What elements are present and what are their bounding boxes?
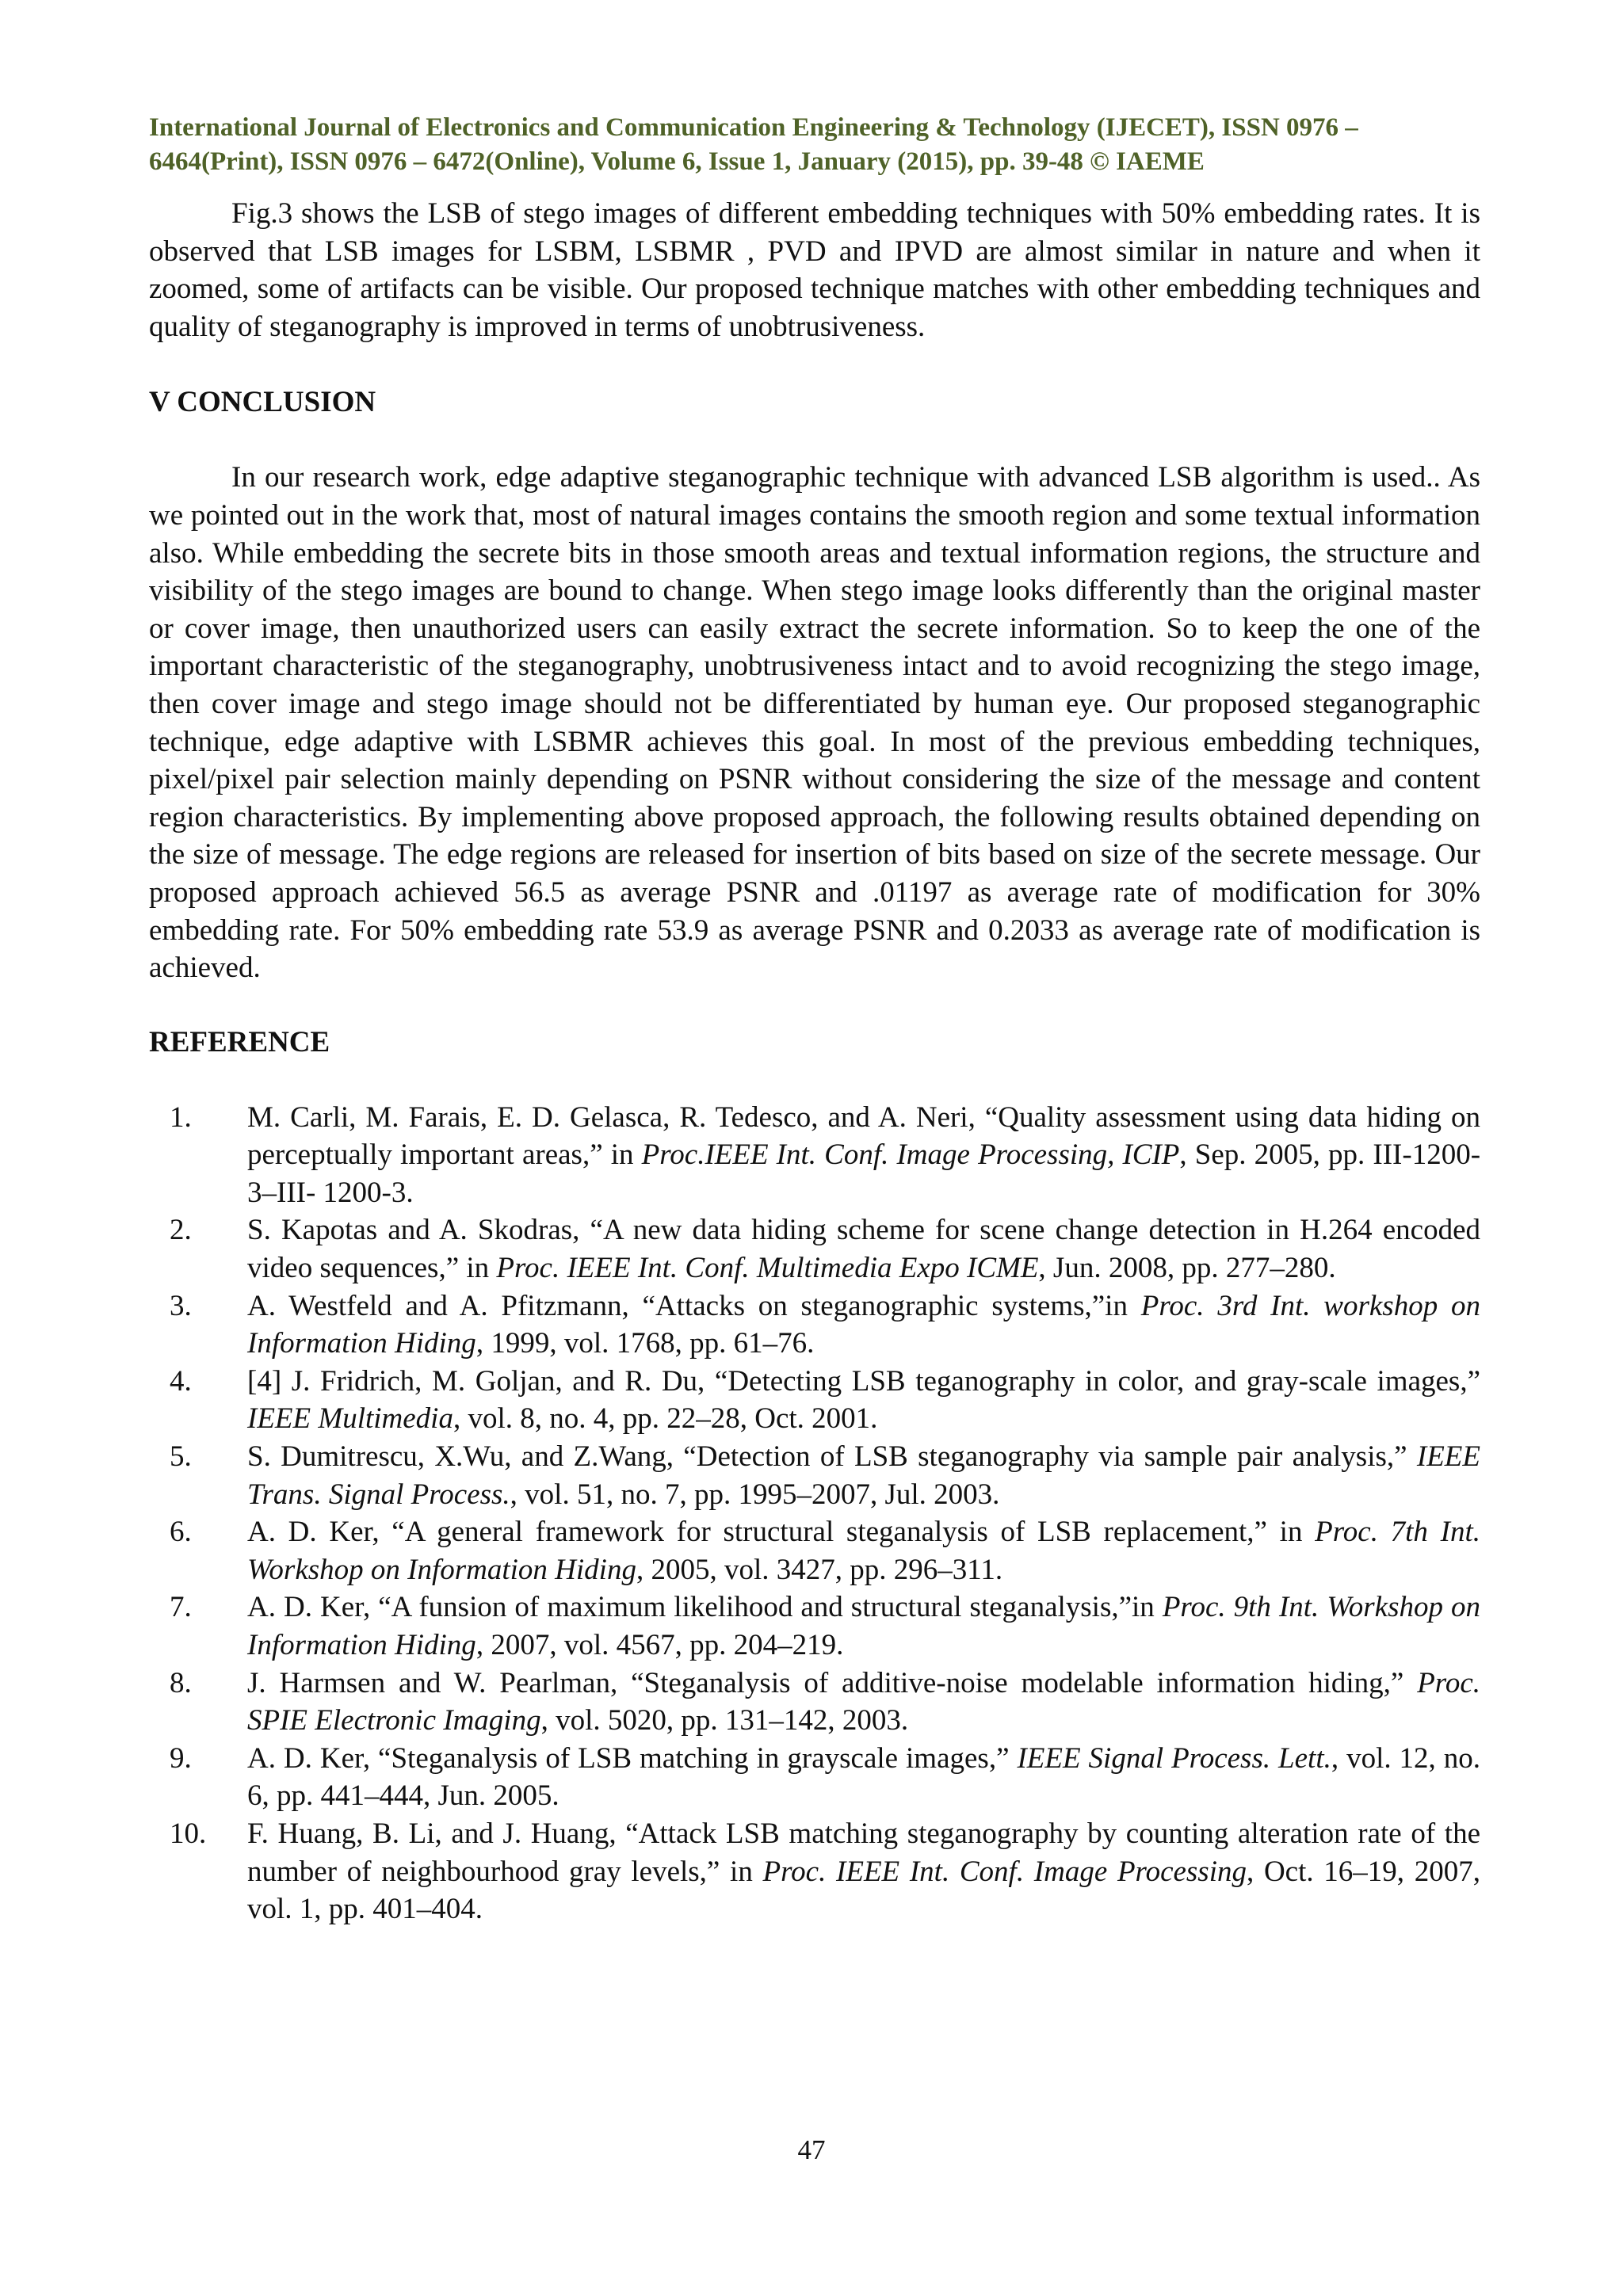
journal-header xyxy=(149,111,1480,179)
reference-venue: IEEE Trans. Signal Process. xyxy=(247,1440,1480,1511)
conclusion-heading: V CONCLUSION xyxy=(149,386,376,419)
reference-details: , 2005, vol. 3427, pp. 296–311. xyxy=(636,1553,1003,1586)
reference-details: , vol. 5020, pp. 131–142, 2003. xyxy=(540,1704,909,1737)
reference-text xyxy=(247,1591,1480,1661)
reference-venue: Proc. IEEE Int. Conf. Image Processing xyxy=(762,1855,1247,1888)
journal-header-line-1: International Journal of Electronics and Communication Engineering & Technology (IJECET), ISSN 0976 – xyxy=(149,113,1358,142)
reference-text xyxy=(247,1817,1480,1925)
references-heading: REFERENCE xyxy=(149,1025,330,1058)
reference-list xyxy=(149,1099,1480,1928)
page-body xyxy=(149,111,1480,1928)
reference-item xyxy=(149,1665,1480,1740)
reference-number: 3. xyxy=(170,1289,192,1322)
reference-item xyxy=(149,1287,1480,1363)
reference-text xyxy=(247,1440,1480,1511)
reference-authors-title: A. Westfeld and A. Pfitzmann, “Attacks on steganographic systems,”in xyxy=(247,1289,1141,1322)
reference-authors-title: A. D. Ker, “Steganalysis of LSB matching in grayscale images,” xyxy=(247,1741,1018,1775)
reference-details: , vol. 8, no. 4, pp. 22–28, Oct. 2001. xyxy=(453,1402,878,1436)
reference-number: 6. xyxy=(170,1516,192,1549)
reference-details: , vol. 12, no. 6, pp. 441–444, Jun. 2005. xyxy=(247,1741,1481,1813)
reference-venue: Proc. 9th Int. Workshop on Information Hiding xyxy=(247,1591,1480,1661)
reference-number: 4. xyxy=(170,1364,192,1398)
reference-authors-title: S. Kapotas and A. Skodras, “A new data hiding scheme for scene change detection in H.264 encoded video sequences,” in xyxy=(247,1214,1480,1285)
reference-details: , vol. 51, no. 7, pp. 1995–2007, Jul. 2003. xyxy=(510,1478,1000,1511)
reference-details: , 1999, vol. 1768, pp. 61–76. xyxy=(475,1327,815,1360)
reference-text xyxy=(247,1101,1480,1209)
page-number: 47 xyxy=(797,2134,826,2165)
reference-venue: IEEE Multimedia xyxy=(247,1402,453,1436)
reference-text xyxy=(247,1365,1480,1436)
reference-text xyxy=(247,1667,1480,1737)
reference-item xyxy=(149,1589,1480,1664)
reference-item xyxy=(149,1363,1480,1438)
reference-details: , Jun. 2008, pp. 277–280. xyxy=(1038,1252,1336,1285)
reference-number: 9. xyxy=(170,1741,192,1775)
reference-venue: Proc.IEEE Int. Conf. Image Processing, ICIP xyxy=(641,1138,1180,1172)
reference-number: 5. xyxy=(170,1440,192,1474)
reference-venue: Proc. 7th Int. Workshop on Information Hiding xyxy=(247,1516,1480,1586)
reference-text xyxy=(247,1742,1480,1813)
reference-number: 1. xyxy=(170,1100,192,1134)
reference-number: 10. xyxy=(170,1817,207,1850)
reference-number: 8. xyxy=(170,1666,192,1699)
reference-authors-title: M. Carli, M. Farais, E. D. Gelasca, R. Tedesco, and A. Neri, “Quality assessment using data hiding on perceptually important areas,” in xyxy=(247,1100,1480,1172)
reference-item xyxy=(149,1815,1480,1928)
reference-details: , Sep. 2005, pp. III-1200-3–III- 1200-3. xyxy=(247,1138,1481,1209)
reference-authors-title: A. D. Ker, “A funsion of maximum likelihood and structural steganalysis,”in xyxy=(247,1591,1163,1624)
reference-authors-title: A. D. Ker, “A general framework for structural steganalysis of LSB replacement,” in xyxy=(247,1516,1316,1549)
reference-text xyxy=(247,1290,1480,1360)
conclusion-paragraph: In our research work, edge adaptive steganographic technique with advanced LSB algorithm is used.. As we pointed out in the work that, most of natural images contains the smooth region and some textual information also. While embedding the secrete bits in those smooth areas and textual information regions, the structure and visibility of the stego images are bound to change. When stego image looks differently than the original master or cover image, then unauthorized users can easily extract the secrete information. So to keep the one of the important characteristic of the steganography, unobtrusiveness intact and to avoid recognizing the stego image, then cover image and stego image should not be differentiated by human eye. Our proposed steganographic technique, edge adaptive with LSBMR achieves this goal. In most of the previous embedding techniques, pixel/pixel pair selection mainly depending on PSNR without considering the size of the message and content region characteristics. By implementing above proposed approach, the following results obtained depending on the size of message. The edge regions are released for insertion of bits based on size of the secrete message. Our proposed approach achieved 56.5 as average PSNR and .01197 as average rate of modification for 30% embedding rate. For 50% embedding rate 53.9 as average PSNR and 0.2033 as average rate of modification is achieved. xyxy=(149,461,1480,985)
reference-text xyxy=(247,1214,1480,1284)
reference-item xyxy=(149,1438,1480,1513)
reference-venue: Proc. IEEE Int. Conf. Multimedia Expo ICME xyxy=(496,1252,1039,1285)
reference-item xyxy=(149,1513,1480,1589)
reference-venue: Proc. SPIE Electronic Imaging xyxy=(247,1666,1480,1737)
reference-authors-title: J. Harmsen and W. Pearlman, “Steganalysis of additive-noise modelable information hiding,” xyxy=(247,1666,1418,1699)
reference-authors-title: [4] J. Fridrich, M. Goljan, and R. Du, “Detecting LSB teganography in color, and gray-scale images,” xyxy=(247,1364,1480,1398)
reference-details: , 2007, vol. 4567, pp. 204–219. xyxy=(475,1629,844,1661)
reference-item xyxy=(149,1740,1480,1815)
reference-authors-title: S. Dumitrescu, X.Wu, and Z.Wang, “Detection of LSB steganography via sample pair analysis,” xyxy=(247,1440,1417,1474)
reference-number: 7. xyxy=(170,1591,192,1624)
intro-paragraph: Fig.3 shows the LSB of stego images of different embedding techniques with 50% embedding rates. It is observed that LSB images for LSBM, LSBMR , PVD and IPVD are almost similar in nature and when it zoomed, some of artifacts can be visible. Our proposed technique matches with other embedding techniques and quality of steganography is improved in terms of unobtrusiveness. xyxy=(149,197,1480,343)
reference-item xyxy=(149,1099,1480,1212)
journal-header-line-2: 6464(Print), ISSN 0976 – 6472(Online), Volume 6, Issue 1, January (2015), pp. 39-48 © IAEME xyxy=(149,147,1205,176)
reference-venue: IEEE Signal Process. Lett. xyxy=(1017,1741,1331,1775)
reference-venue: Proc. 3rd Int. workshop on Information Hiding xyxy=(247,1289,1480,1360)
reference-authors-title: F. Huang, B. Li, and J. Huang, “Attack LSB matching steganography by counting alteration rate of the number of neighbourhood gray levels,” in xyxy=(247,1817,1480,1888)
reference-details: , Oct. 16–19, 2007, vol. 1, pp. 401–404. xyxy=(247,1855,1480,1926)
reference-number: 2. xyxy=(170,1214,192,1247)
reference-item xyxy=(149,1211,1480,1287)
reference-text xyxy=(247,1516,1480,1586)
